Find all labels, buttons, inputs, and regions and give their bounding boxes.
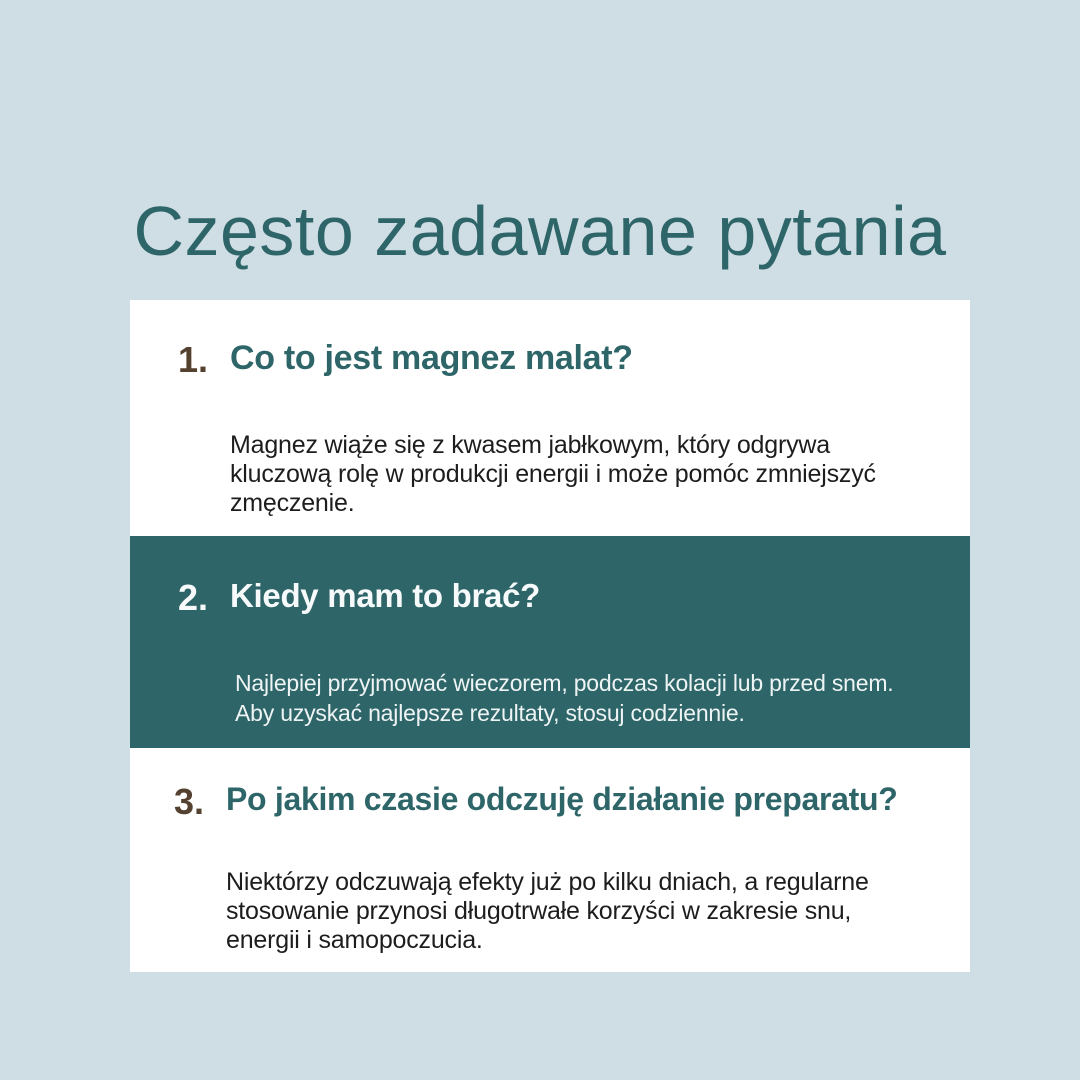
faq-item-1-question: Co to jest magnez malat? — [230, 339, 633, 377]
faq-item-3-number: 3. — [174, 781, 205, 822]
page-title: Często zadawane pytania — [133, 191, 947, 270]
faq-item-3 — [130, 748, 970, 972]
faq-item-1-answer: Magnez wiąże się z kwasem jabłkowym, który odgrywa kluczową rolę w produkcji energii i może pomóc zmniejszyć zmęczenie. — [230, 431, 876, 518]
faq-item-2-answer: Najlepiej przyjmować wieczorem, podczas kolacji lub przed snem. Aby uzyskać najlepsze rezultaty, stosuj codziennie. — [235, 670, 894, 726]
faq-item-2 — [130, 536, 970, 748]
faq-item-2-number: 2. — [178, 577, 209, 618]
faq-card — [130, 300, 970, 972]
faq-item-1 — [130, 300, 970, 536]
faq-item-2-question: Kiedy mam to brać? — [230, 577, 541, 614]
faq-item-1-number: 1. — [178, 339, 209, 380]
faq-item-3-question: Po jakim czasie odczuję działanie preparatu? — [226, 781, 898, 817]
faq-item-3-answer: Niektórzy odczuwają efekty już po kilku dniach, a regularne stosowanie przynosi długotrwałe korzyści w zakresie snu, energii i samopoczucia. — [226, 868, 869, 955]
